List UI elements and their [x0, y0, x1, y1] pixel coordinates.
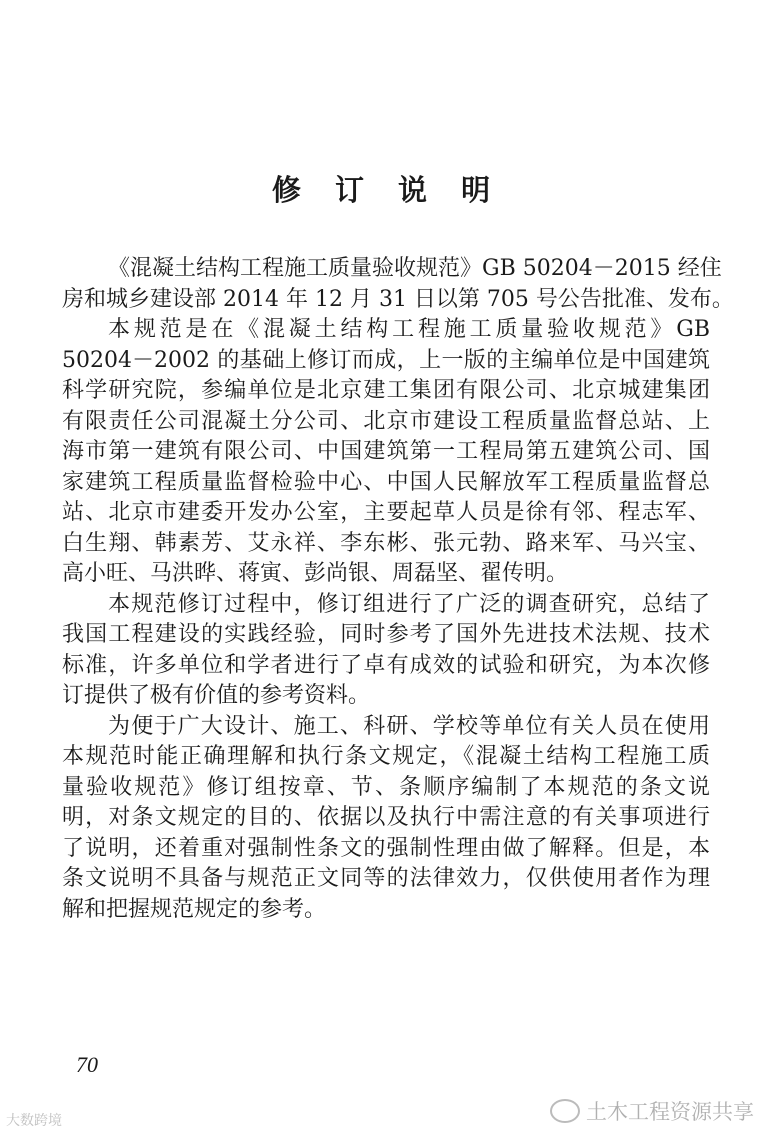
text-line: 量验收规范》修订组按章、节、条顺序编制了本规范的条文说 — [62, 774, 710, 800]
text-line: 白生翔、韩素芳、艾永祥、李东彬、张元勃、路来军、马兴宝、 — [62, 530, 710, 556]
text-line: 高小旺、马洪晔、蒋寅、彭尚银、周磊坚、翟传明。 — [62, 561, 569, 586]
text-line: 为便于广大设计、施工、科研、学校等单位有关人员在使用 — [108, 713, 710, 739]
text-line: 本规范修订过程中，修订组进行了广泛的调查研究，总结了 — [108, 591, 710, 617]
watermark-right-text: 土木工程资源共享 — [586, 1100, 754, 1124]
text-line: 订提供了极有价值的参考资料。 — [62, 683, 371, 708]
text-line: 了说明，还着重对强制性条文的强制性理由做了解释。但是，本 — [62, 835, 710, 861]
text-line: 标准，许多单位和学者进行了卓有成效的试验和研究，为本次修 — [62, 652, 710, 678]
text-line: 我国工程建设的实践经验，同时参考了国外先进技术法规、技术 — [62, 622, 710, 647]
text-line: 站、北京市建委开发办公室，主要起草人员是徐有邻、程志军、 — [62, 500, 710, 525]
document-body — [62, 254, 734, 925]
text-line: 本规范时能正确理解和执行条文规定，《混凝土结构工程施工质 — [62, 744, 710, 769]
wechat-icon — [550, 1099, 580, 1123]
text-line: 有限责任公司混凝土分公司、北京市建设工程质量监督总站、上 — [62, 408, 710, 434]
text-line: 《混凝土结构工程施工质量验收规范》GB 50204－2015 经住 — [108, 256, 722, 281]
text-line: 50204－2002 的基础上修订而成，上一版的主编单位是中国建筑 — [62, 347, 710, 373]
text-line: 海市第一建筑有限公司、中国建筑第一工程局第五建筑公司、国 — [62, 439, 710, 464]
text-line: 明，对条文规定的目的、依据以及执行中需注意的有关事项进行 — [62, 805, 710, 830]
page-title: 修 订 说 明 — [271, 173, 503, 207]
text-line: 科学研究院，参编单位是北京建工集团有限公司、北京城建集团 — [62, 378, 710, 403]
text-line: 本规范是在《混凝土结构工程施工质量验收规范》GB — [108, 317, 710, 342]
page-number: 70 — [76, 1052, 98, 1077]
watermark-left: 大数跨境 — [6, 1113, 62, 1129]
text-line: 解和把握规范规定的参考。 — [62, 896, 327, 922]
text-line: 家建筑工程质量监督检验中心、中国人民解放军工程质量监督总 — [62, 469, 710, 495]
watermark-right — [550, 1096, 754, 1126]
text-line: 条文说明不具备与规范正文同等的法律效力，仅供使用者作为理 — [62, 866, 710, 891]
text-line: 房和城乡建设部 2014 年 12 月 31 日以第 705 号公告批准、发布。 — [62, 286, 734, 312]
